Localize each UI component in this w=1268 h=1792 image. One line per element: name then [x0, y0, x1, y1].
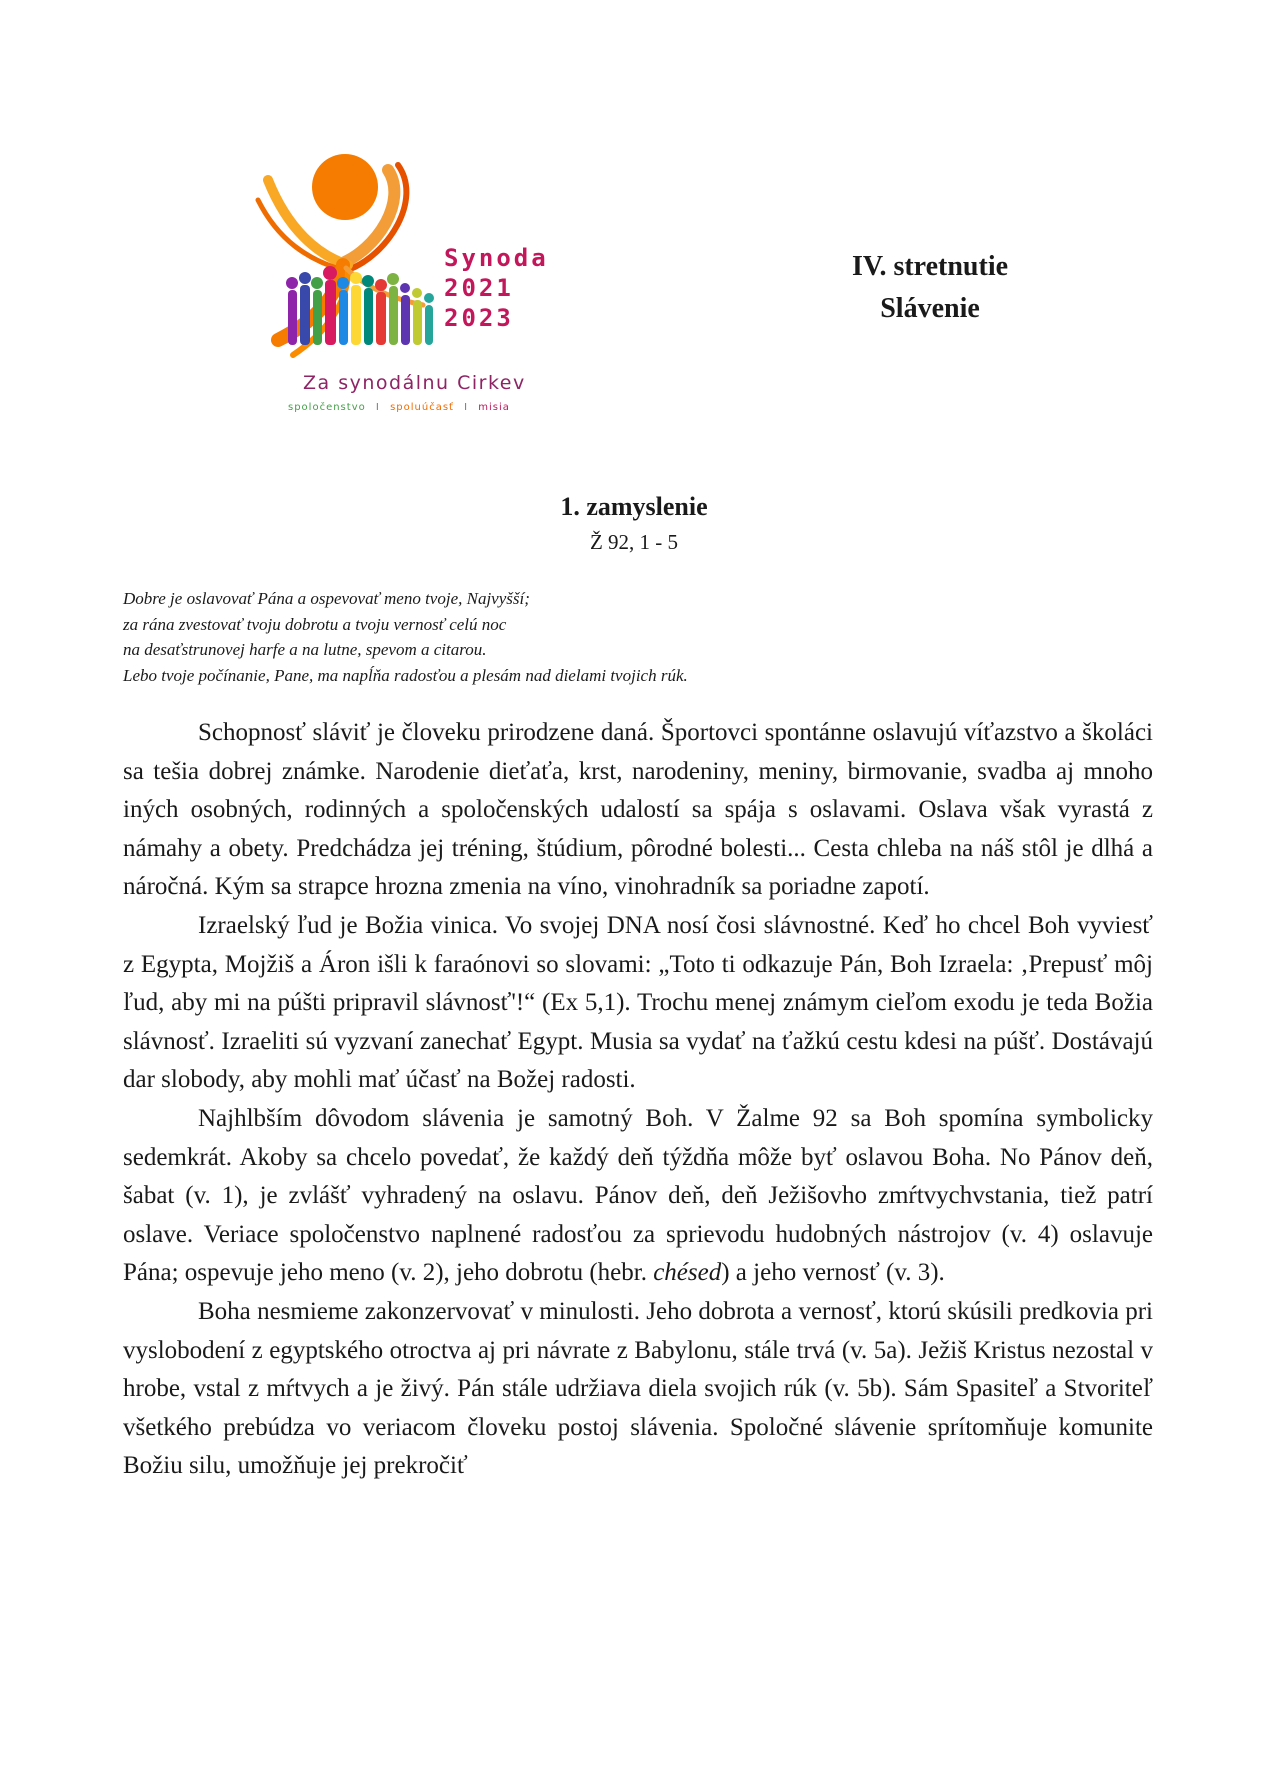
logo-sub-separator: I [375, 402, 380, 413]
paragraph-text: Najhlbším dôvodom slávenia je samotný Boh. V Žalme 92 sa Boh spomína symbolicky sedemkrát. Akoby sa chcelo povedať, že každý deň týždňa môže byť oslavou Boha. No Pánov deň, šabat (v. 1), je zvlášť vyhradený na oslavu. Pánov deň, deň Ježišovho zmŕtvychvstania, tiež patrí oslave. Veriace spoločenstvo naplnené radosťou za sprievodu hudobných nástrojov (v. 4) oslavuje Pána; ospevuje jeho meno (v. 2), jeho dobrotu (hebr. [123, 1104, 1153, 1287]
synod-logo [248, 140, 568, 425]
hebrew-term: chésed [653, 1259, 722, 1287]
logo-synoda-text: Synoda [444, 244, 549, 272]
logo-sub-mission: misia [478, 402, 510, 413]
psalm-line: Lebo tvoje počínanie, Pane, ma napĺňa radosťou a plesám nad dielami tvojich rúk. [123, 665, 688, 685]
psalm-line: Dobre je oslavovať Pána a ospevovať meno tvoje, Najvyšší; [123, 589, 530, 608]
meeting-heading [780, 246, 1080, 330]
paragraph: Schopnosť sláviť je človeku prirodzene daná. Športovci spontánne oslavujú víťazstvo a školáci sa tešia dobrej známke. Narodenie dieťaťa, krst, narodeniny, meniny, birmovanie, svadba aj mnoho iných osobných, rodinných a spoločenských udalostí sa spája s oslavami. Oslava však vyrastá z námahy a obety. Predchádza jej tréning, štúdium, pôrodné bolesti... Cesta chleba na náš stôl je dlhá a náročná. Kým sa strapce hrozna zmenia na víno, vinohradník sa poriadne zapotí. [123, 719, 1153, 901]
reflection-body [123, 714, 1153, 1486]
logo-year-end: 2023 [444, 304, 514, 332]
psalm-line: za rána zvestovať tvoju dobrotu a tvoju vernosť celú noc [123, 614, 507, 634]
logo-sub-participation: spoluúčasť [390, 402, 454, 413]
paragraph-text: ) a jeho vernosť (v. 3). [721, 1259, 945, 1287]
logo-subtitle [288, 402, 568, 413]
logo-sub-communion: spoločenstvo [288, 402, 366, 413]
section-title: 1. zamyslenie [560, 492, 708, 521]
psalm-line: na desaťstrunovej harfe a na lutne, spevom a citarou. [123, 640, 487, 659]
logo-tagline: Za synodálnu Cirkev [303, 372, 526, 394]
logo-year-start: 2021 [444, 274, 514, 302]
logo-sub-separator: I [464, 402, 469, 413]
paragraph: Izraelský ľud je Božia vinica. Vo svojej DNA nosí čosi slávnostné. Keď ho chcel Boh vyviesť z Egypta, Mojžiš a Áron išli k faraónovi so slovami: „Toto ti odkazuje Pán, Boh Izraela: ‚Prepusť môj ľud, aby mi na púšti pripravil slávnosť'!“ (Ex 5,1). Trochu menej známym cieľom exodu je teda Božia slávnosť. Izraeliti sú vyzvaní zanechať Egypt. Musia sa vydať na ťažkú cestu kdesi na púšť. Dostávajú dar slobody, aby mohli mať účasť na Božej radosti. [123, 911, 1153, 1094]
paragraph [123, 1100, 1153, 1293]
psalm-quote [123, 586, 1023, 688]
logo-wordmark [444, 243, 549, 333]
scripture-reference: Ž 92, 1 - 5 [589, 530, 679, 554]
meeting-number: IV. stretnutie [851, 251, 1009, 282]
meeting-theme: Slávenie [880, 293, 980, 324]
paragraph: Boha nesmieme zakonzervovať v minulosti. Jeho dobrota a vernosť, ktorú skúsili predkovia pri vyslobodení z egyptského otroctva aj pri návrate z Babylonu, stále trvá (v. 5a). Ježiš Kristus nezostal v hrobe, vstal z mŕtvych a je živý. Pán stále udržiava diela svojich rúk (v. 5b). Sám Spasiteľ a Stvoriteľ všetkého prebúdza vo veriacom človeku postoj slávenia. Spoločné slávenie sprítomňuje komunite Božiu silu, umožňuje jej prekročiť [123, 1297, 1153, 1480]
